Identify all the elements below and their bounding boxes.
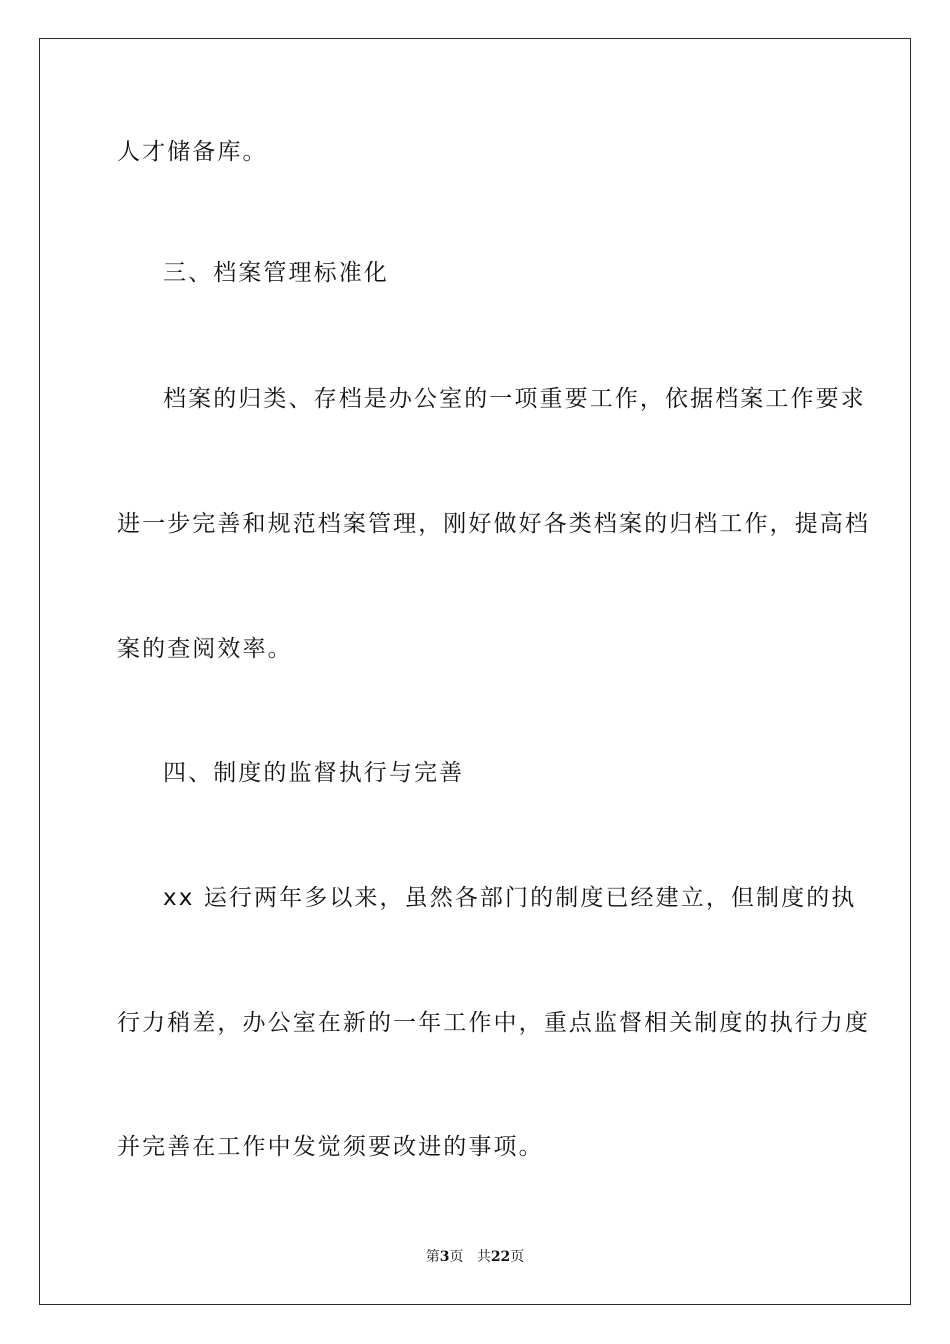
footer-total-prefix: 共: [476, 1249, 491, 1265]
text-line-5: 案的查阅效率。: [117, 636, 293, 662]
section-heading-3: 三、档案管理标准化: [163, 260, 389, 286]
footer-total-pages: 22: [490, 1249, 511, 1265]
footer-page-suffix: 页: [449, 1249, 464, 1265]
text-line-9: 并完善在工作中发觉须要改进的事项。: [117, 1134, 544, 1160]
text-line-7: xx 运行两年多以来，虽然各部门的制度已经建立，但制度的执: [163, 885, 857, 911]
text-line-8: 行力稍差，办公室在新的一年工作中，重点监督相关制度的执行力度: [117, 1010, 870, 1036]
footer-page-number: 3: [439, 1249, 450, 1265]
page-footer: [0, 1247, 950, 1267]
section-heading-4: 四、制度的监督执行与完善: [163, 760, 465, 786]
text-line-1: 人才储备库。: [117, 139, 268, 165]
text-line-4: 进一步完善和规范档案管理，刚好做好各类档案的归档工作，提高档: [117, 511, 870, 537]
text-line-3: 档案的归类、存档是办公室的一项重要工作，依据档案工作要求: [163, 386, 866, 412]
footer-total-suffix: 页: [510, 1249, 525, 1265]
page-border: [39, 38, 911, 1305]
footer-page-prefix: 第: [425, 1249, 440, 1265]
